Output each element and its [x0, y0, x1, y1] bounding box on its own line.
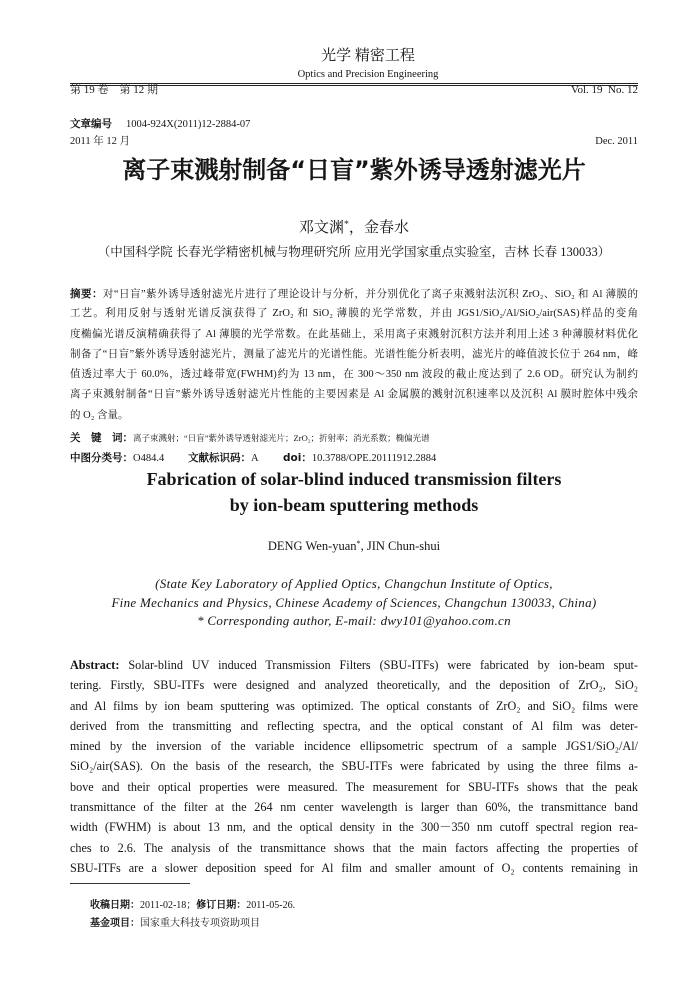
- received-label: 收稿日期：: [90, 900, 140, 911]
- title-en-line: by ion-beam sputtering methods: [229, 495, 479, 515]
- affiliation-en-line: (State Key Laboratory of Applied Optics, Changchun Institute of Optics,: [155, 576, 553, 591]
- issue-date-cn: 2011 年 12 月: [70, 136, 130, 147]
- abstract-en-label: Abstract:: [70, 658, 120, 672]
- keywords-cn: [70, 427, 430, 448]
- volume-issue: 第 19 卷 第 12 期: [70, 84, 158, 96]
- affiliation-en: [70, 575, 638, 631]
- authors-cn: [70, 218, 638, 238]
- abstract-en-text: Solar-blind UV induced Transmission Filters (SBU-ITFs) were fabricated by ion-beam sput-: [128, 658, 638, 672]
- journal-name-en: Optics and Precision Engineering: [297, 69, 439, 80]
- funding-text: 国家重大科技专项资助项目: [140, 918, 260, 929]
- revised-label: 修订日期：: [196, 900, 247, 911]
- article-number-label: 文章编号: [70, 119, 112, 130]
- abstract-en-line: SBU-ITFs are a slower deposition speed for Al film and smaller amount of O₂ contents remaining in: [70, 860, 638, 875]
- abstract-en-line: bove and their optical properties were measured. The measurement for SBU-ITFs shows that the peak: [70, 779, 638, 794]
- abstract-cn-line: 制备了“日盲”紫外诱导透射滤光片，测量了滤光片的光谱性能。光谱性能分析表明，滤光片的峰值波长位于 264 nm，峰: [70, 348, 638, 360]
- abstract-en-line: SiO₂/air(SAS). On the basis of the research, the SBU-ITFs were fabricated by using the three films a-: [70, 759, 638, 774]
- abstract-en-line: transmittance of the filter at the 264 nm center wavelength is larger than 60%, the transmittance band: [70, 800, 638, 815]
- clc-number: O484.4: [133, 453, 165, 464]
- doc-code: A: [251, 453, 259, 464]
- abstract-en-line: and Al films by ion beam sputtering was optimized. The optical constants of ZrO₂ and SiO₂ films were: [70, 698, 638, 713]
- author-cn-first: 邓文渊: [299, 220, 345, 236]
- affiliation-en-line: Fine Mechanics and Physics, Chinese Academy of Sciences, Changchun 130033, China): [111, 594, 597, 610]
- keywords-label: 关 键 词：: [70, 432, 133, 444]
- article-number: [70, 118, 250, 132]
- corresponding-author-email: * Corresponding author, E-mail: dwy101@yahoo.com.cn: [197, 613, 511, 628]
- header-rule: [70, 83, 638, 86]
- footnote-rule: [70, 883, 190, 884]
- corresponding-author-mark-en: *: [356, 538, 361, 548]
- footnote-dates: [90, 897, 295, 915]
- abstract-en-line: width (FWHM) is about 13 nm, and the optical density in the 300－350 nm cutoff spectral region rea-: [70, 820, 638, 835]
- title-cn: 离子束溅射制备“日盲”紫外诱导透射滤光片: [122, 156, 586, 184]
- abstract-cn-text: 对“日盲”紫外诱导透射滤光片进行了理论设计与分析，并分别优化了离子束溅射法沉积 ZrO₂、SiO₂ 和 Al 薄膜的: [102, 289, 638, 300]
- title-en: [70, 466, 638, 518]
- author-en-first: DENG Wen-yuan: [267, 539, 357, 553]
- revised-date: 2011-05-26.: [246, 900, 296, 911]
- keywords-text: 离子束溅射；“日盲”紫外诱导透射滤光片；ZrO₂；折射率；消光系数；椭偏光谱: [133, 433, 430, 443]
- abstract-en-line: mined by the inversion of the variable incidence ellipsometric spectrum of a sample JGS1/SiO₂/Al/: [70, 739, 638, 754]
- doc-code-label: 文献标识码：: [188, 452, 251, 464]
- title-en-line: Fabrication of solar-blind induced transmission filters: [146, 469, 562, 489]
- authors-en: [70, 537, 638, 555]
- abstract-cn-line: 的 O₂ 含量。: [70, 409, 129, 421]
- abstract-cn-line: 度椭偏光谱反演精确获得了 Al 薄膜的光学常数。在此基础上，采用离子束溅射沉积方法并利用上述 3 种薄膜材料优化: [70, 328, 638, 340]
- author-en-separator: ,: [360, 539, 367, 553]
- abstract-en-line: derived from the transmitting and reflecting spectra, and the optical constant of Al film was deter-: [70, 718, 638, 733]
- journal-name-cn: 光学 精密工程: [321, 48, 415, 64]
- author-en-second: JIN Chun-shui: [366, 539, 441, 553]
- abstract-cn-line: 值透过率大于 60.0%，透过峰带宽(FWHM)约为 13 nm，在 300～350 nm 波段的截止度达到了 2.6 OD。研究认为制约: [70, 369, 638, 381]
- clc-label: 中图分类号：: [70, 452, 133, 464]
- doi-value: 10.3788/OPE.20111912.2884: [311, 453, 437, 464]
- abstract-cn-label: 摘要：: [70, 288, 103, 300]
- abstract-en: [70, 655, 638, 878]
- abstract-cn-line: 离子束溅射制备“日盲”紫外诱导透射滤光片性能的主要因素是 Al 金属膜的溅射沉积速率以及沉积 Al 膜时腔体中残余: [70, 389, 638, 401]
- footnote-funding: [90, 915, 295, 933]
- author-separator: ，: [348, 220, 364, 236]
- funding-label: 基金项目：: [90, 918, 140, 929]
- abstract-en-line: [70, 655, 638, 675]
- volume-number-en: Vol. 19 No. 12: [570, 84, 638, 96]
- abstract-cn-line: 工艺。利用反射与透射光谱反演获得了 ZrO₂ 和 SiO₂ 薄膜的光学常数，并由 JGS1/SiO₂/Al/SiO₂/air(SAS)样品的变角: [70, 308, 638, 320]
- affiliation-cn: （中国科学院 长春光学精密机械与物理研究所 应用光学国家重点实验室，吉林 长春 130033）: [97, 245, 611, 259]
- doi-label: doi：: [283, 452, 312, 464]
- footnotes: [90, 897, 295, 933]
- author-cn-second: 金春水: [363, 220, 409, 236]
- abstract-en-line: tering. Firstly, SBU-ITFs were designed and analyzed theoretically, and the deposition of ZrO₂, SiO₂: [70, 678, 638, 693]
- article-number-value: 1004-924X(2011)12-2884-07: [126, 119, 251, 130]
- abstract-cn-line: [70, 284, 638, 304]
- received-date: 2011-02-18；: [140, 900, 197, 911]
- abstract-en-line: ches to 2.6. The analysis of the transmittance shows that the main factors affecting the properties of: [70, 840, 638, 855]
- corresponding-author-mark: *: [344, 219, 349, 231]
- issue-date-en: Dec. 2011: [595, 136, 638, 147]
- header-journal: [218, 47, 518, 83]
- classification-line: [70, 448, 638, 468]
- abstract-cn: [70, 284, 638, 426]
